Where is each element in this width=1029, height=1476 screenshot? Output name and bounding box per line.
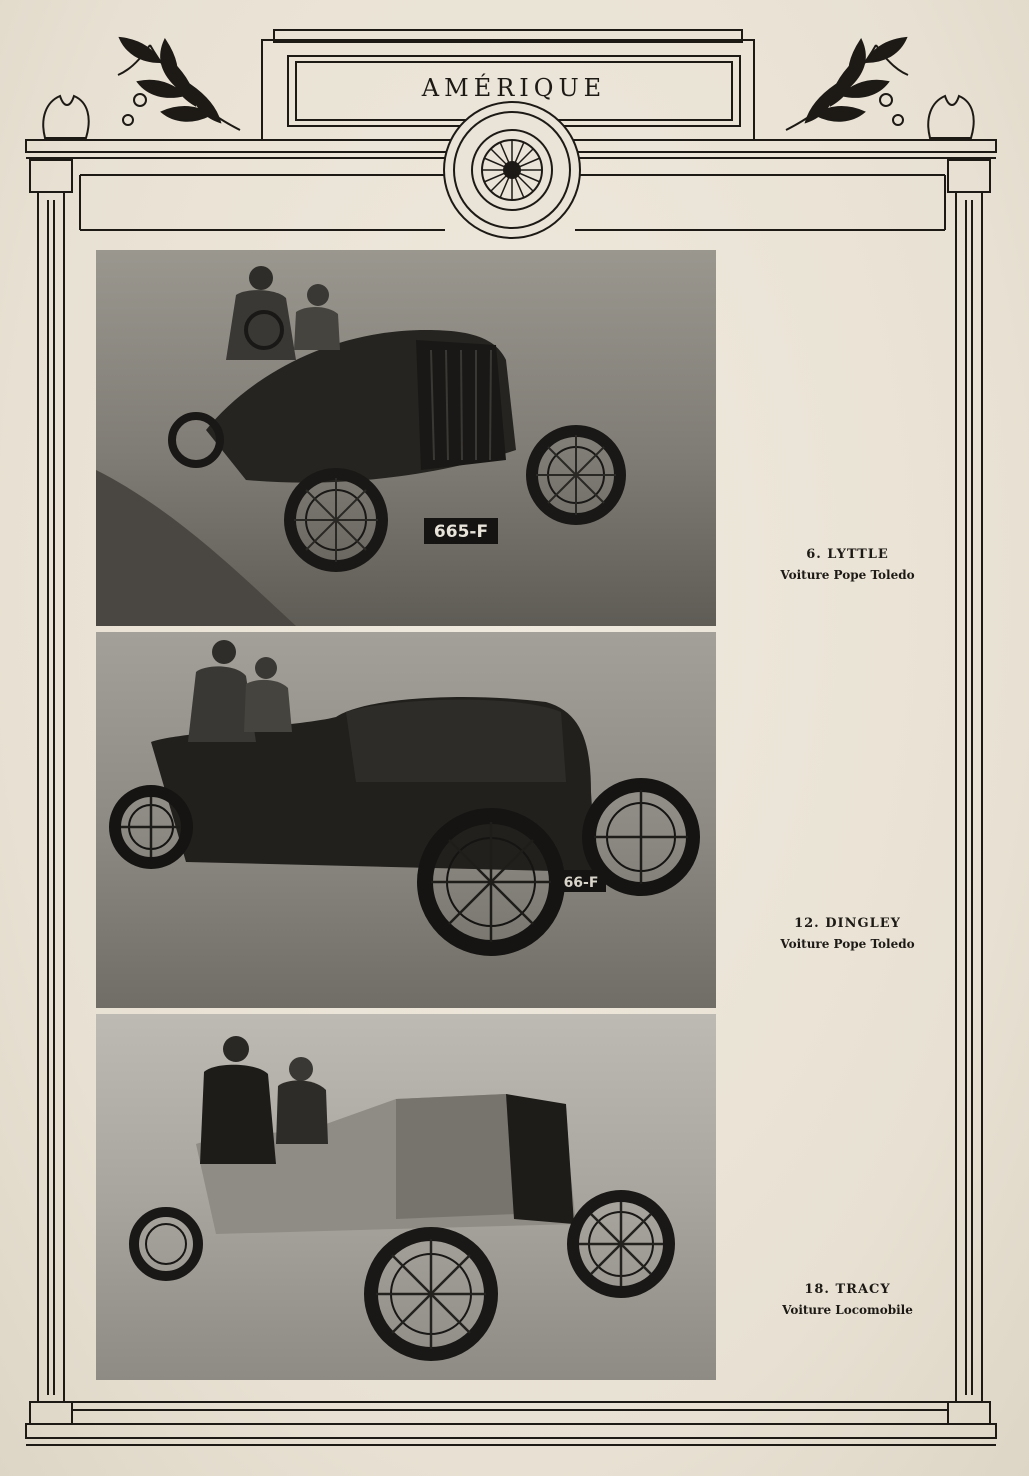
caption-lyttle — [745, 545, 950, 585]
caption-tracy — [745, 1280, 950, 1320]
photo-lyttle — [96, 250, 716, 626]
caption-car: Voiture Pope Toledo — [780, 937, 915, 951]
photo-dingley — [96, 632, 716, 1008]
racing-car-photo — [96, 1014, 716, 1380]
racing-car-photo — [96, 250, 716, 626]
photo-tracy — [96, 1014, 716, 1380]
caption-number: 12. DINGLEY — [794, 916, 901, 931]
caption-dingley — [745, 914, 950, 954]
caption-car: Voiture Locomobile — [782, 1303, 913, 1317]
caption-car: Voiture Pope Toledo — [780, 568, 915, 582]
page-title: AMÉRIQUE — [421, 74, 607, 102]
racing-car-photo — [96, 632, 716, 1008]
licence-plate: 665-F — [433, 522, 489, 542]
licence-plate: 66-F — [563, 875, 599, 891]
caption-number: 6. LYTTLE — [806, 547, 889, 562]
caption-number: 18. TRACY — [804, 1282, 891, 1297]
